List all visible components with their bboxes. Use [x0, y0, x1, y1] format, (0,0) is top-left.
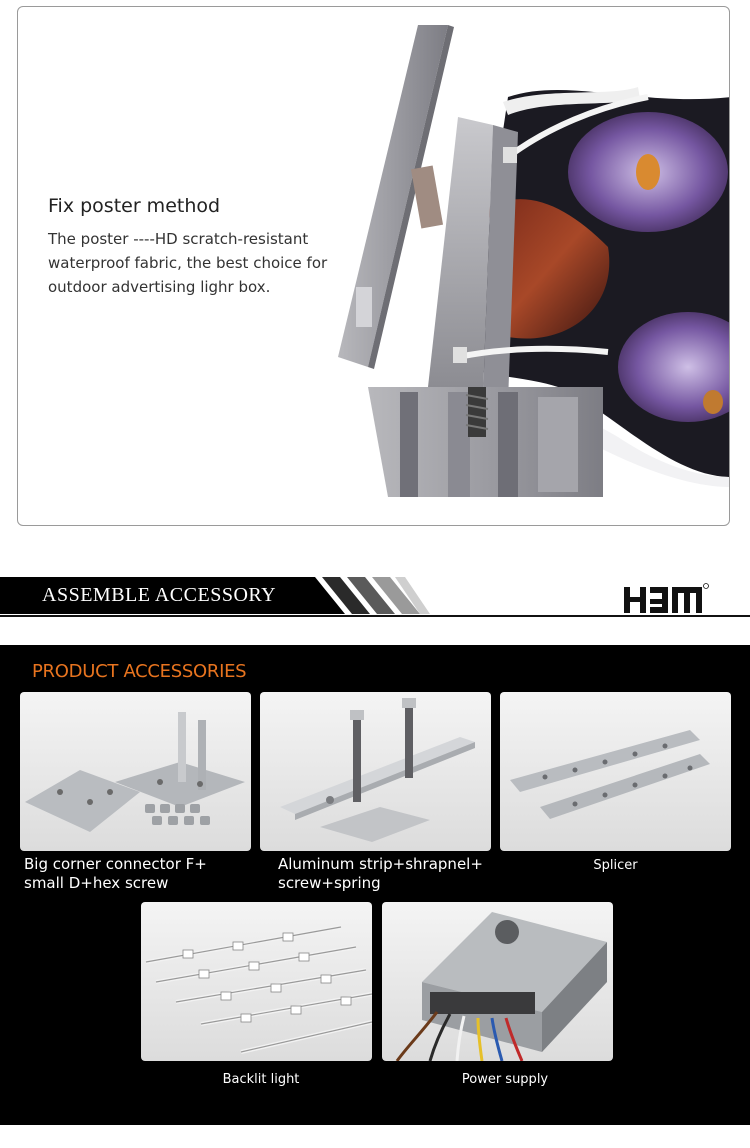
accessory-card-splicer [500, 692, 731, 851]
poster-description [48, 227, 338, 299]
banner-title: ASSEMBLE ACCESSORY [42, 584, 277, 606]
hbm-logo-icon [624, 583, 710, 615]
caption-backlit-light [141, 1072, 381, 1087]
poster-title: Fix poster method [48, 195, 221, 217]
poster-method-panel [17, 6, 730, 526]
lightbox-profile-illustration [308, 7, 730, 526]
spring-icon [466, 387, 488, 437]
poster-description-line: waterproof fabric, the best choice for [48, 254, 328, 272]
caption-line: Power supply [461, 1072, 549, 1087]
caption-power-supply [382, 1072, 628, 1087]
caption-line: Big corner connector F+ [24, 855, 207, 873]
caption-aluminum-strip [278, 855, 483, 893]
caption-line: Backlit light [222, 1072, 300, 1087]
poster-description-line: outdoor advertising lighr box. [48, 278, 271, 296]
poster-description-line: The poster ----HD scratch-resistant [48, 230, 309, 248]
caption-line: Aluminum strip+shrapnel+ [278, 855, 483, 873]
accessory-card-backlit-light [141, 902, 372, 1061]
caption-corner-connector [24, 855, 207, 893]
caption-line: screw+spring [278, 874, 381, 892]
poster-text-block [48, 195, 338, 299]
accessory-card-corner-connector [20, 692, 251, 851]
caption-line: Splicer [593, 858, 638, 873]
backlit-light-icon [141, 902, 372, 1061]
splicer-icon [500, 692, 731, 851]
caption-splicer [500, 858, 731, 873]
banner-divider [0, 615, 750, 617]
product-accessories-section [0, 645, 750, 1125]
power-supply-icon [382, 902, 613, 1061]
corner-connector-icon [20, 692, 251, 851]
caption-line: small D+hex screw [24, 874, 169, 892]
accessory-card-aluminum-strip [260, 692, 491, 851]
assemble-accessory-banner [0, 577, 750, 622]
aluminum-strip-icon [260, 692, 491, 851]
section-title: PRODUCT ACCESSORIES [32, 661, 247, 682]
accessory-card-power-supply [382, 902, 613, 1061]
